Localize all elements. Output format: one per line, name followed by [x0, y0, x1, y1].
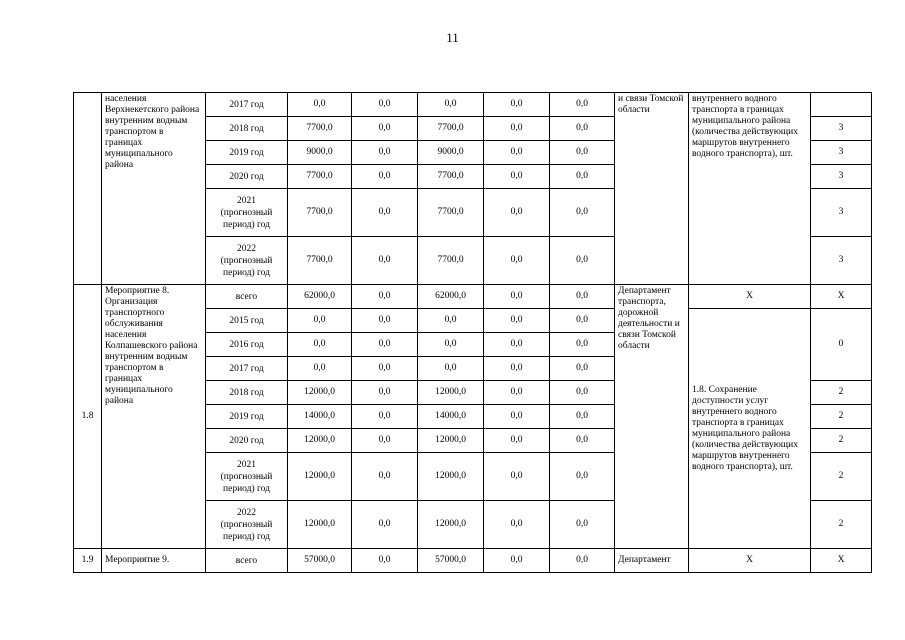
value-regional: 0,0: [418, 309, 484, 333]
value-extrabudget: 0,0: [550, 309, 615, 333]
value-extrabudget: 0,0: [550, 333, 615, 357]
value-total: 12000,0: [288, 429, 352, 453]
value-federal: 0,0: [352, 189, 418, 237]
value-local: 0,0: [484, 333, 550, 357]
value-federal: 0,0: [352, 549, 418, 573]
value-total: 0,0: [288, 309, 352, 333]
value-federal: 0,0: [352, 285, 418, 309]
period-cell: всего: [206, 549, 288, 573]
value-total: 7700,0: [288, 117, 352, 141]
value-local: 0,0: [484, 189, 550, 237]
indicator-value: 2: [811, 405, 872, 429]
value-extrabudget: 0,0: [550, 453, 615, 501]
value-total: 57000,0: [288, 549, 352, 573]
period-cell: 2018 год: [206, 381, 288, 405]
period-cell: 2017 год: [206, 357, 288, 381]
value-extrabudget: 0,0: [550, 381, 615, 405]
value-federal: 0,0: [352, 93, 418, 117]
value-federal: 0,0: [352, 165, 418, 189]
value-federal: 0,0: [352, 141, 418, 165]
value-federal: 0,0: [352, 237, 418, 285]
value-total: 12000,0: [288, 381, 352, 405]
value-federal: 0,0: [352, 405, 418, 429]
indicator-value: 2: [811, 453, 872, 501]
value-local: 0,0: [484, 549, 550, 573]
value-regional: 7700,0: [418, 117, 484, 141]
value-federal: 0,0: [352, 333, 418, 357]
value-total: 9000,0: [288, 141, 352, 165]
indicator-value: [811, 93, 872, 117]
value-total: 7700,0: [288, 189, 352, 237]
indicator-value: 3: [811, 117, 872, 141]
value-local: 0,0: [484, 309, 550, 333]
period-cell: 2015 год: [206, 309, 288, 333]
value-federal: 0,0: [352, 117, 418, 141]
value-regional: 7700,0: [418, 165, 484, 189]
value-local: 0,0: [484, 357, 550, 381]
value-total: 0,0: [288, 357, 352, 381]
value-total: 7700,0: [288, 237, 352, 285]
executor-cell: Департамент транспорта, дорожной деятельности и связи Томской области: [615, 285, 689, 549]
value-extrabudget: 0,0: [550, 93, 615, 117]
activity-name-cell: Мероприятие 8. Организация транспортного обслуживания населения Колпашевского района внутренним водным транспортом в границах муниципального района: [102, 285, 206, 549]
value-extrabudget: 0,0: [550, 141, 615, 165]
period-cell: всего: [206, 285, 288, 309]
row-number-cell: [74, 93, 102, 285]
value-local: 0,0: [484, 93, 550, 117]
value-regional: 12000,0: [418, 381, 484, 405]
value-federal: 0,0: [352, 357, 418, 381]
value-regional: 0,0: [418, 333, 484, 357]
row-number-cell: 1.8: [74, 285, 102, 549]
value-extrabudget: 0,0: [550, 405, 615, 429]
value-regional: 0,0: [418, 357, 484, 381]
value-extrabudget: 0,0: [550, 501, 615, 549]
indicator-value: 0: [811, 309, 872, 381]
value-extrabudget: 0,0: [550, 549, 615, 573]
value-total: 14000,0: [288, 405, 352, 429]
value-extrabudget: 0,0: [550, 357, 615, 381]
period-cell: 2022 (прогнозный период) год: [206, 237, 288, 285]
value-extrabudget: 0,0: [550, 237, 615, 285]
value-local: 0,0: [484, 501, 550, 549]
indicator-value: 3: [811, 237, 872, 285]
indicator-name-na: X: [689, 285, 811, 309]
period-cell: 2016 год: [206, 333, 288, 357]
value-local: 0,0: [484, 165, 550, 189]
value-regional: 14000,0: [418, 405, 484, 429]
value-regional: 7700,0: [418, 237, 484, 285]
value-local: 0,0: [484, 141, 550, 165]
indicator-value: 2: [811, 429, 872, 453]
value-local: 0,0: [484, 285, 550, 309]
activity-name-cell: населения Верхнекетского района внутренним водным транспортом в границах муниципального района: [102, 93, 206, 285]
table-row: [74, 93, 872, 117]
value-federal: 0,0: [352, 309, 418, 333]
value-extrabudget: 0,0: [550, 165, 615, 189]
period-cell: 2019 год: [206, 141, 288, 165]
value-regional: 12000,0: [418, 501, 484, 549]
value-total: 7700,0: [288, 165, 352, 189]
period-cell: 2020 год: [206, 429, 288, 453]
value-local: 0,0: [484, 453, 550, 501]
value-regional: 57000,0: [418, 549, 484, 573]
indicator-value: 3: [811, 189, 872, 237]
value-total: 62000,0: [288, 285, 352, 309]
table-row: [74, 285, 872, 309]
indicator-value: 3: [811, 141, 872, 165]
value-regional: 7700,0: [418, 189, 484, 237]
value-federal: 0,0: [352, 381, 418, 405]
page-number: 11: [446, 30, 459, 45]
value-local: 0,0: [484, 117, 550, 141]
indicator-value: 2: [811, 501, 872, 549]
value-federal: 0,0: [352, 453, 418, 501]
period-cell: 2022 (прогнозный период) год: [206, 501, 288, 549]
program-table: [73, 92, 872, 573]
value-total: 12000,0: [288, 501, 352, 549]
value-regional: 12000,0: [418, 453, 484, 501]
table-row: [74, 549, 872, 573]
activity-name-cell: Мероприятие 9.: [102, 549, 206, 573]
value-local: 0,0: [484, 237, 550, 285]
value-total: 12000,0: [288, 453, 352, 501]
value-extrabudget: 0,0: [550, 117, 615, 141]
indicator-value-na: X: [811, 285, 872, 309]
executor-cell: Департамент: [615, 549, 689, 573]
period-cell: 2021 (прогнозный период) год: [206, 453, 288, 501]
value-regional: 9000,0: [418, 141, 484, 165]
value-regional: 12000,0: [418, 429, 484, 453]
value-total: 0,0: [288, 333, 352, 357]
value-local: 0,0: [484, 405, 550, 429]
period-cell: 2020 год: [206, 165, 288, 189]
value-regional: 0,0: [418, 93, 484, 117]
value-federal: 0,0: [352, 501, 418, 549]
value-extrabudget: 0,0: [550, 285, 615, 309]
indicator-name-cell: внутреннего водного транспорта в границах муниципального района (количества действующих маршрутов внутреннего водного транспорта), шт.: [689, 93, 811, 285]
indicator-name-cell: 1.8. Сохранение доступности услуг внутреннего водного транспорта в границах муниципального района (количества действующих маршрутов внутреннего водного транспорта), шт.: [689, 309, 811, 549]
value-extrabudget: 0,0: [550, 189, 615, 237]
value-federal: 0,0: [352, 429, 418, 453]
period-cell: 2021 (прогнозный период) год: [206, 189, 288, 237]
value-local: 0,0: [484, 429, 550, 453]
executor-cell: и связи Томской области: [615, 93, 689, 285]
period-cell: 2017 год: [206, 93, 288, 117]
indicator-value: 3: [811, 165, 872, 189]
indicator-name-na: X: [689, 549, 811, 573]
indicator-value-na: X: [811, 549, 872, 573]
row-number-cell: 1.9: [74, 549, 102, 573]
period-cell: 2019 год: [206, 405, 288, 429]
value-local: 0,0: [484, 381, 550, 405]
period-cell: 2018 год: [206, 117, 288, 141]
indicator-value: 2: [811, 381, 872, 405]
value-regional: 62000,0: [418, 285, 484, 309]
value-total: 0,0: [288, 93, 352, 117]
value-extrabudget: 0,0: [550, 429, 615, 453]
